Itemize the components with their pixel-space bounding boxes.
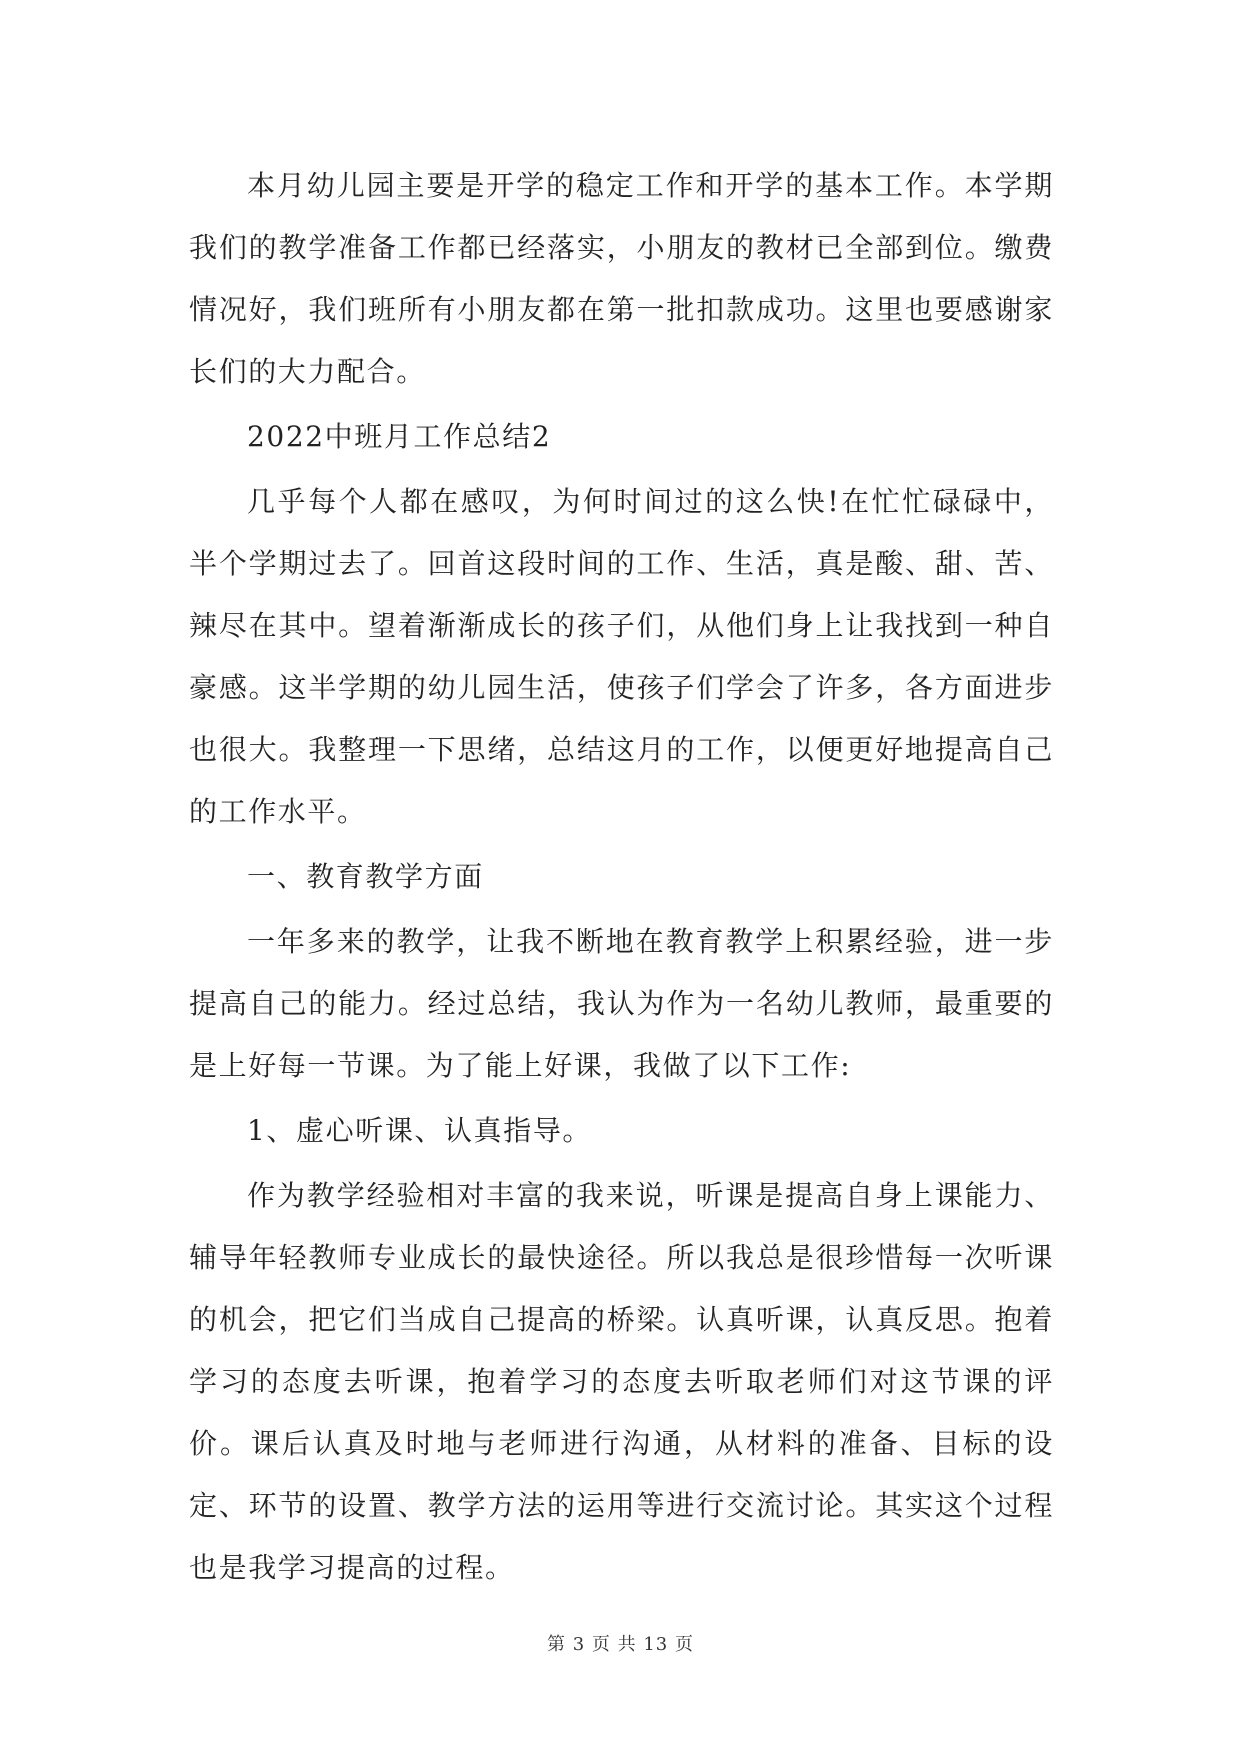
paragraph-reflection: 几乎每个人都在感叹，为何时间过的这么快!在忙忙碌碌中，半个学期过去了。回首这段时间的工作、生活，真是酸、甜、苦、辣尽在其中。望着渐渐成长的孩子们，从他们身上让我找到一种自豪感。这半学期的幼儿园生活，使孩子们学会了许多，各方面进步也很大。我整理一下思绪，总结这月的工作，以便更好地提高自己的工作水平。 — [189, 485, 1054, 828]
paragraph-lesson-observation: 作为教学经验相对丰富的我来说，听课是提高自身上课能力、辅导年轻教师专业成长的最快途径。所以我总是很珍惜每一次听课的机会，把它们当成自己提高的桥梁。认真听课，认真反思。抱着学习的态度去听课，抱着学习的态度去听取老师们对这节课的评价。课后认真及时地与老师进行沟通，从材料的准备、目标的设定、环节的设置、教学方法的运用等进行交流讨论。其实这个过程也是我学习提高的过程。 — [189, 1179, 1054, 1584]
section-title: 2022中班月工作总结2 — [247, 420, 552, 453]
paragraph-teaching: 一年多来的教学，让我不断地在教育教学上积累经验，进一步提高自己的能力。经过总结，我认为作为一名幼儿教师，最重要的是上好每一节课。为了能上好课，我做了以下工作: — [189, 925, 1054, 1082]
subheading-education: 一、教育教学方面 — [247, 860, 484, 893]
document-body — [189, 155, 1054, 1602]
page-number-footer: 第 3 页 共 13 页 — [547, 1634, 694, 1655]
paragraph-intro: 本月幼儿园主要是开学的稳定工作和开学的基本工作。本学期我们的教学准备工作都已经落实，小朋友的教材已全部到位。缴费情况好，我们班所有小朋友都在第一批扣款成功。这里也要感谢家长们的大力配合。 — [189, 169, 1054, 388]
subheading-item-1: 1、虚心听课、认真指导。 — [247, 1114, 593, 1147]
